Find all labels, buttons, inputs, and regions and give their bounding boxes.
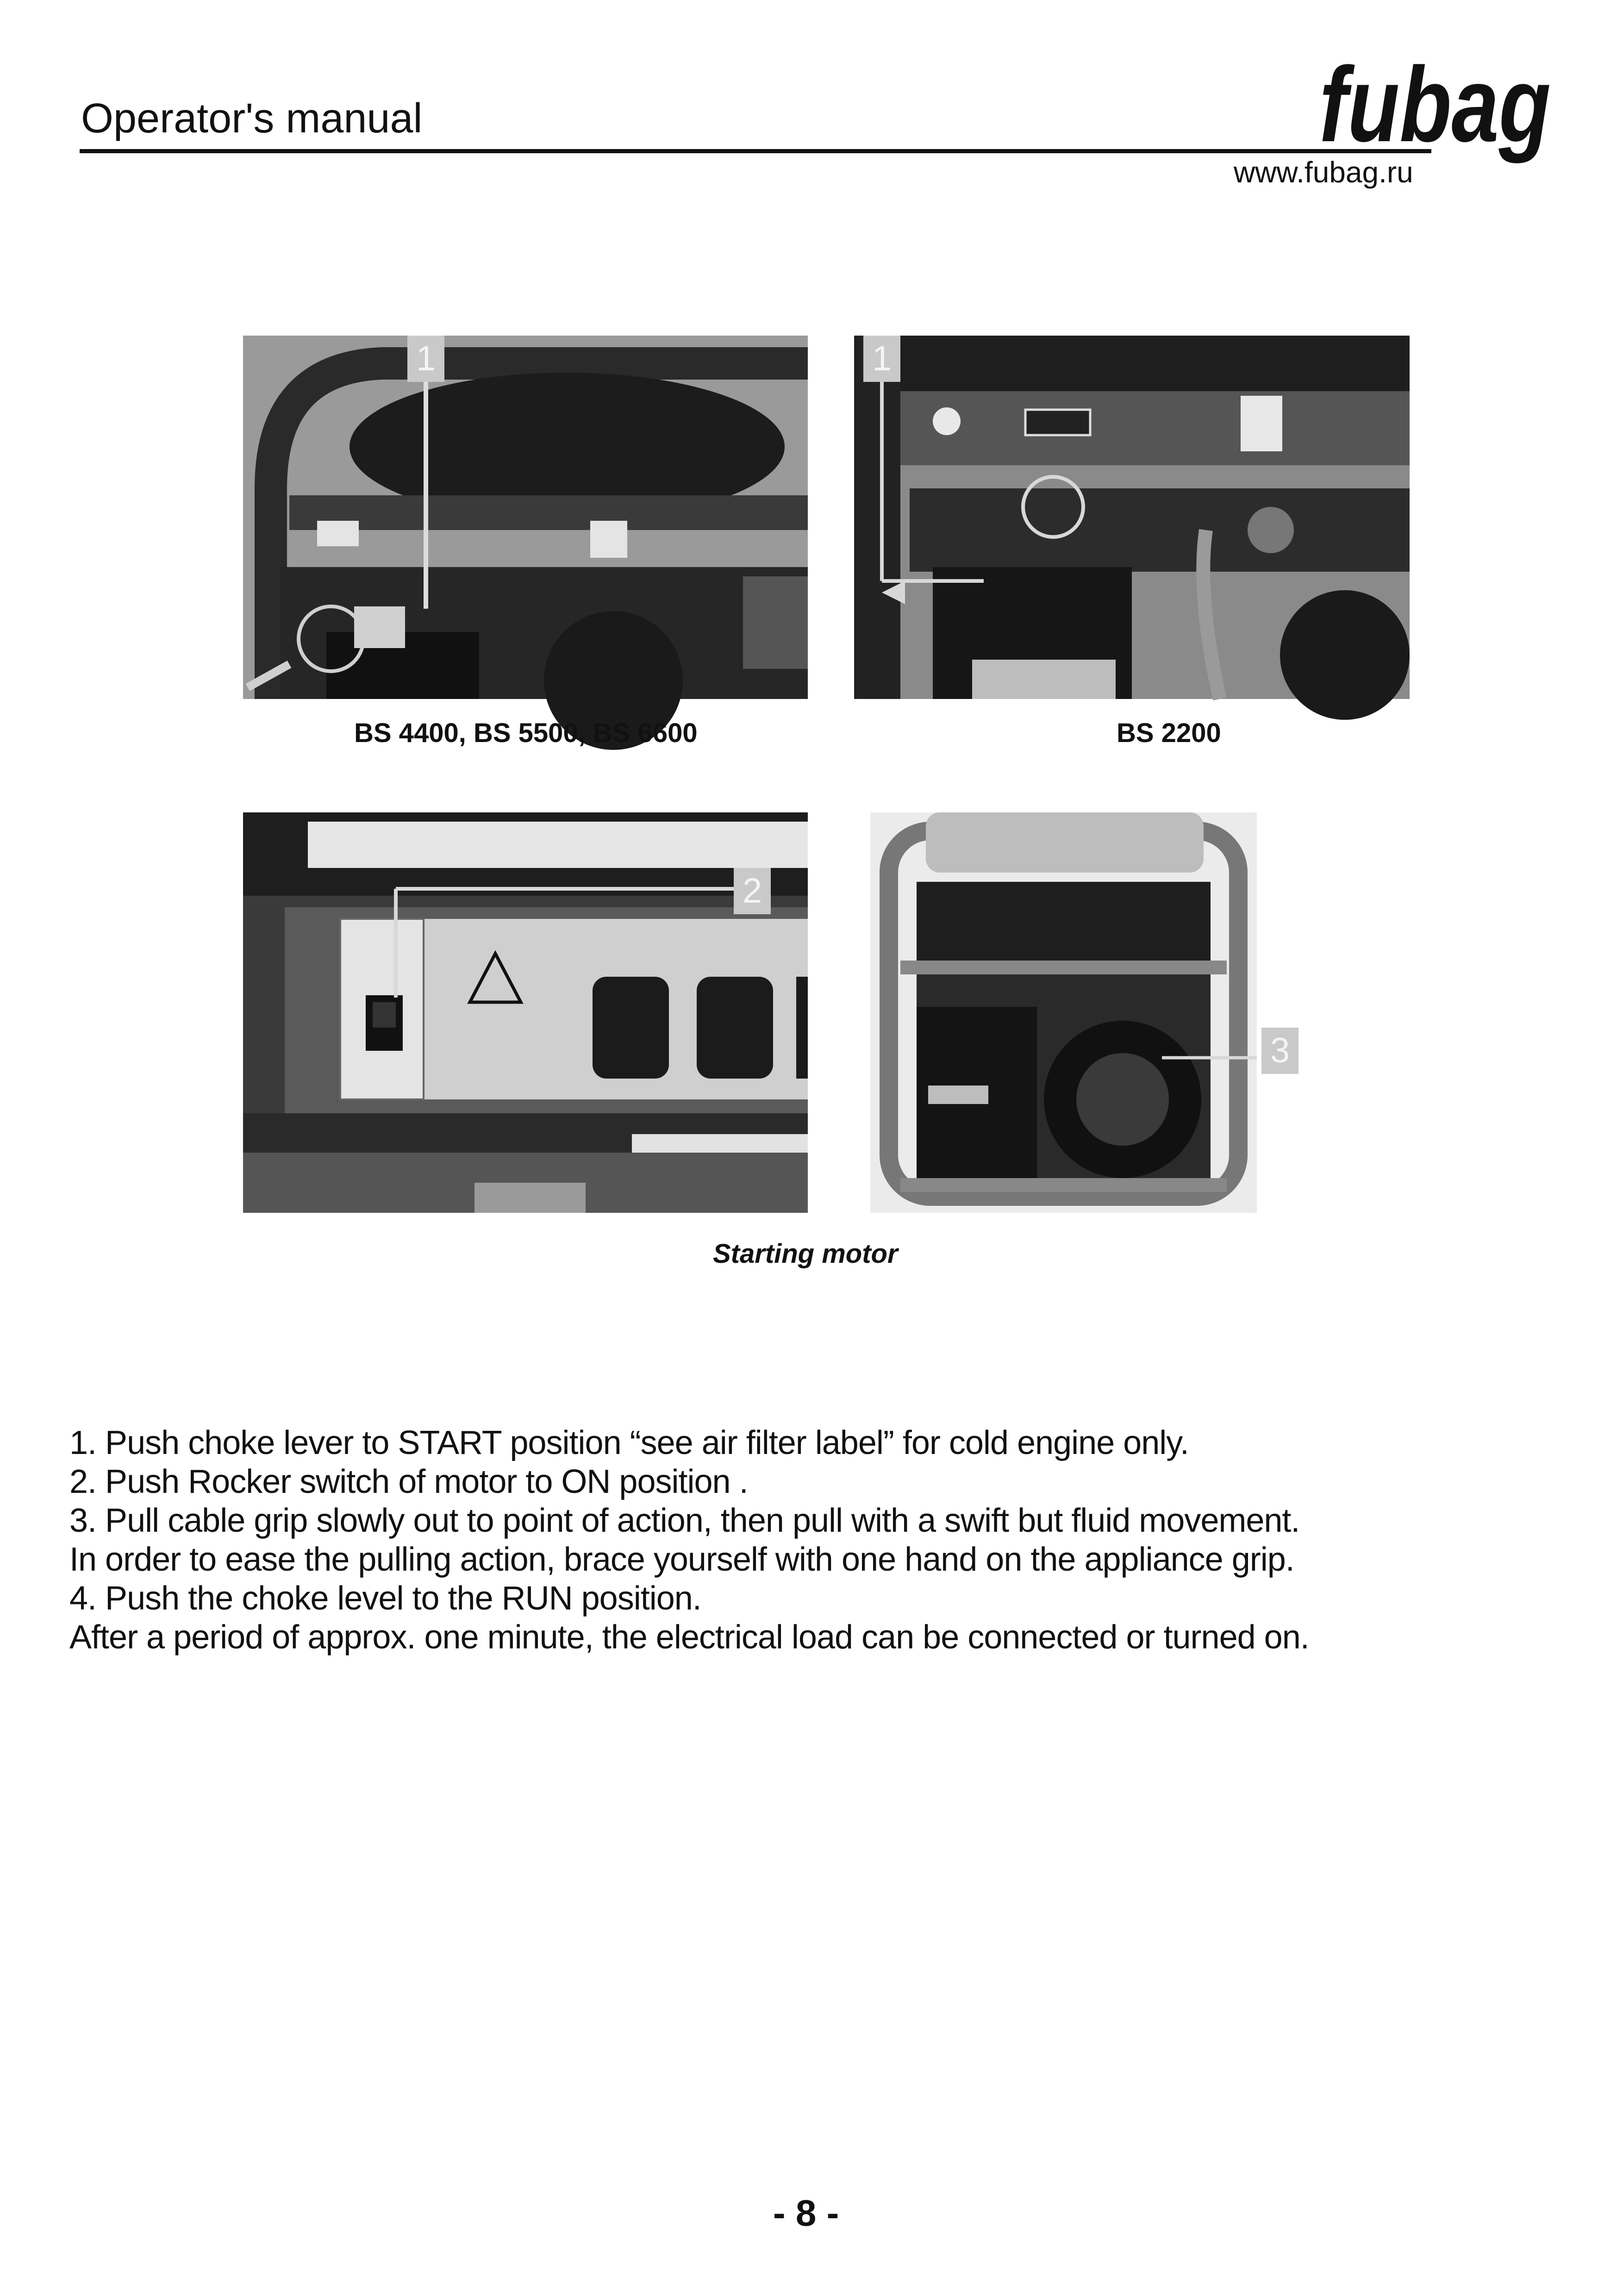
caption-bs4400-bs5500-bs6600: BS 4400, BS 5500, BS 6600 <box>354 718 698 748</box>
starting-instructions <box>69 1423 1551 1657</box>
callout-number-2: 2 <box>734 868 771 914</box>
instruction-line: 3. Pull cable grip slowly out to point of action, then pull with a swift but fluid movement. <box>69 1502 1300 1539</box>
instruction-line: After a period of approx. one minute, the electrical load can be connected or turned on. <box>69 1619 1309 1656</box>
instruction-line: 1. Push choke lever to START position “see air filter label” for cold engine only. <box>69 1424 1189 1461</box>
photo-rocker-switch-panel <box>243 812 808 1213</box>
photo-choke-lever-small <box>854 336 1410 699</box>
photo-cable-grip <box>870 812 1257 1213</box>
logo-wordmark: fubag <box>1319 45 1551 164</box>
control-panel-illustration <box>243 812 808 1213</box>
instruction-line: In order to ease the pulling action, brace yourself with one hand on the appliance grip. <box>69 1541 1294 1578</box>
manual-title: Operator's manual <box>81 95 423 142</box>
figure-caption-starting-motor: Starting motor <box>713 1239 898 1269</box>
generator-small-illustration <box>854 336 1410 699</box>
generator-front-illustration <box>870 812 1257 1213</box>
callout-number-1: 1 <box>863 336 900 382</box>
generator-frame-illustration <box>243 336 808 699</box>
fubag-logo <box>1315 45 1555 169</box>
instruction-line: 4. Push the choke level to the RUN position. <box>69 1580 701 1617</box>
page-number: - 8 - <box>773 2192 839 2234</box>
header-rule <box>80 149 1431 153</box>
instruction-line: 2. Push Rocker switch of motor to ON position . <box>69 1463 748 1500</box>
photo-choke-lever-large <box>243 336 808 699</box>
callout-number-1: 1 <box>407 336 444 382</box>
caption-bs2200: BS 2200 <box>1117 718 1221 748</box>
website-url: www.fubag.ru <box>1234 156 1413 189</box>
callout-number-3: 3 <box>1261 1028 1298 1074</box>
